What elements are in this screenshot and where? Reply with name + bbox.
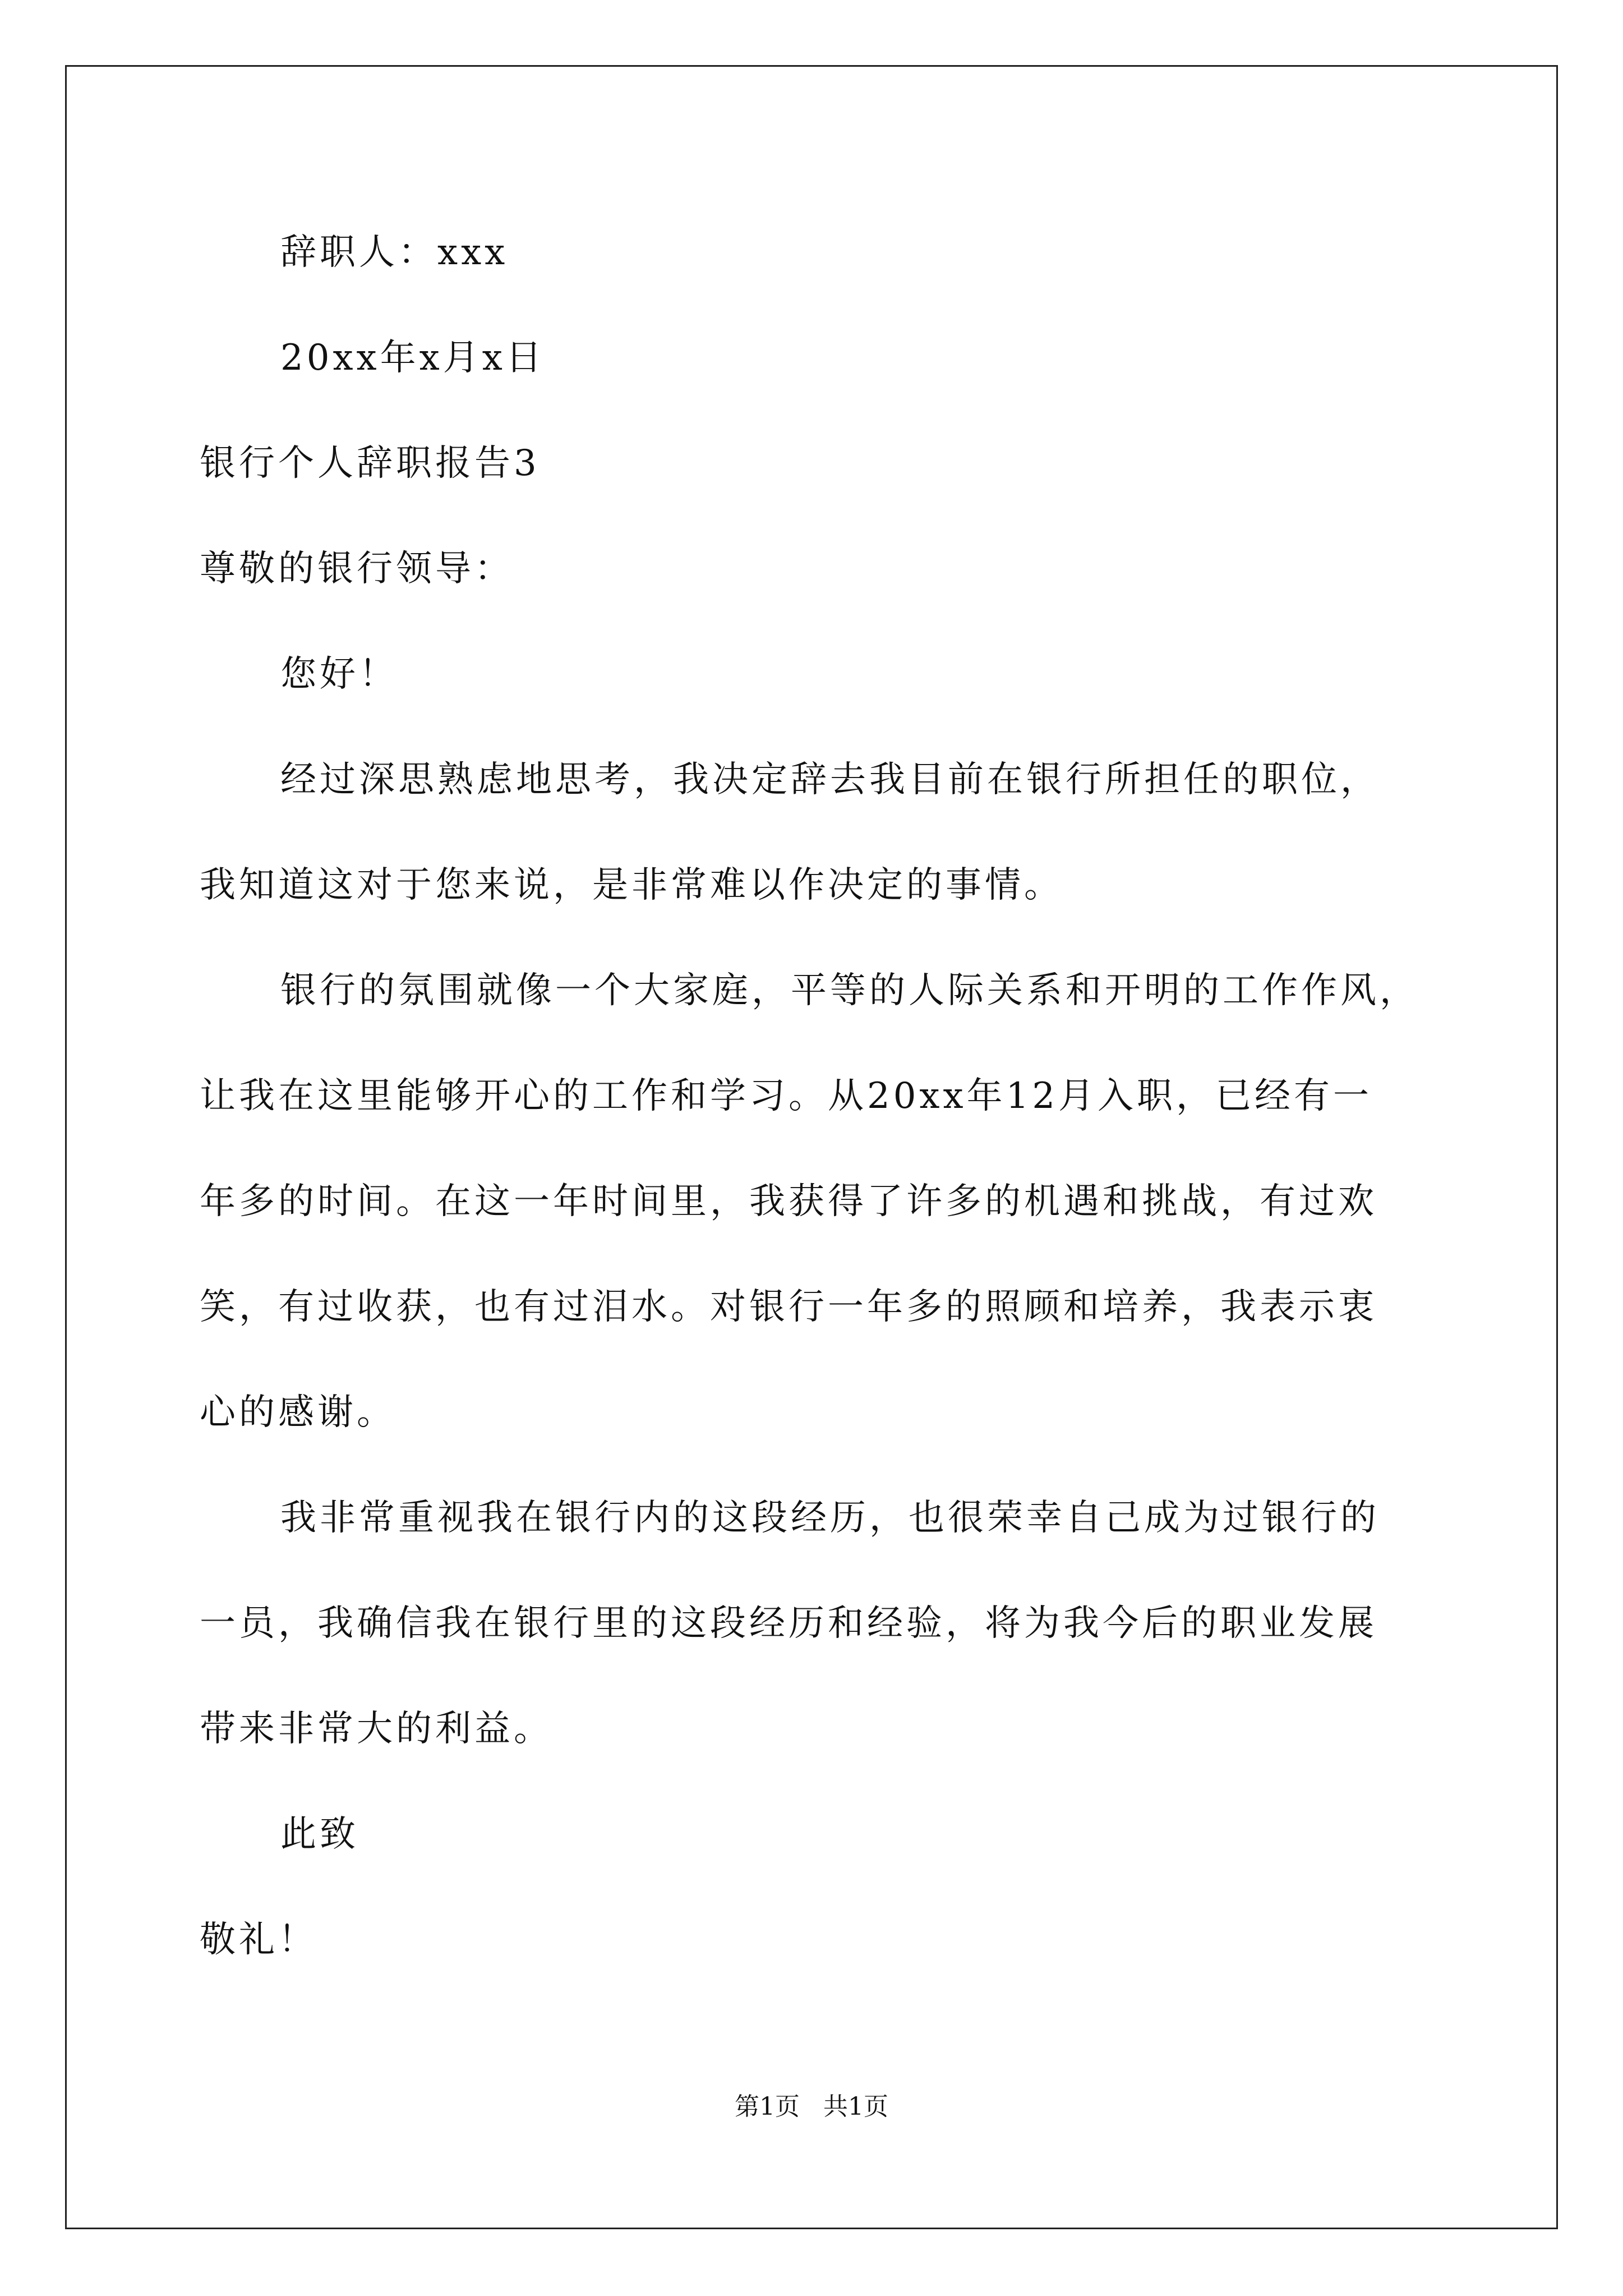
paragraph-line: 让我在这里能够开心的工作和学习。从20xx年12月入职，已经有一 (200, 1075, 1373, 1117)
paragraph-line: 一员，我确信我在银行里的这段经历和经验，将为我今后的职业发展 (200, 1603, 1377, 1644)
date-line: 20xx年x月x日 (280, 337, 545, 379)
paragraph-line: 银行的氛围就像一个大家庭，平等的人际关系和开明的工作作风， (280, 970, 1419, 1011)
paragraph-line: 笑，有过收获，也有过泪水。对银行一年多的照顾和培养，我表示衷 (200, 1286, 1377, 1328)
document-title: 银行个人辞职报告3 (200, 443, 540, 484)
page-frame (65, 65, 1558, 2229)
paragraph-line: 经过深思熟虑地思考，我决定辞去我目前在银行所担任的职位， (280, 759, 1380, 800)
salutation: 尊敬的银行领导： (200, 548, 514, 590)
closing-line: 此致 (280, 1814, 359, 1855)
page-footer: 第1页 共1页 (735, 2092, 888, 2121)
paragraph-line: 我非常重视我在银行内的这段经历，也很荣幸自己成为过银行的 (280, 1497, 1380, 1539)
paragraph-line: 带来非常大的利益。 (200, 1708, 553, 1750)
paragraph-line: 心的感谢。 (200, 1392, 396, 1433)
greeting: 您好！ (280, 654, 398, 695)
signer-line: 辞职人：xxx (280, 232, 509, 273)
paragraph-line: 年多的时间。在这一年时间里，我获得了许多的机遇和挑战，有过欢 (200, 1181, 1377, 1222)
paragraph-line: 我知道这对于您来说，是非常难以作决定的事情。 (200, 864, 1063, 906)
closing-line: 敬礼！ (200, 1919, 317, 1961)
